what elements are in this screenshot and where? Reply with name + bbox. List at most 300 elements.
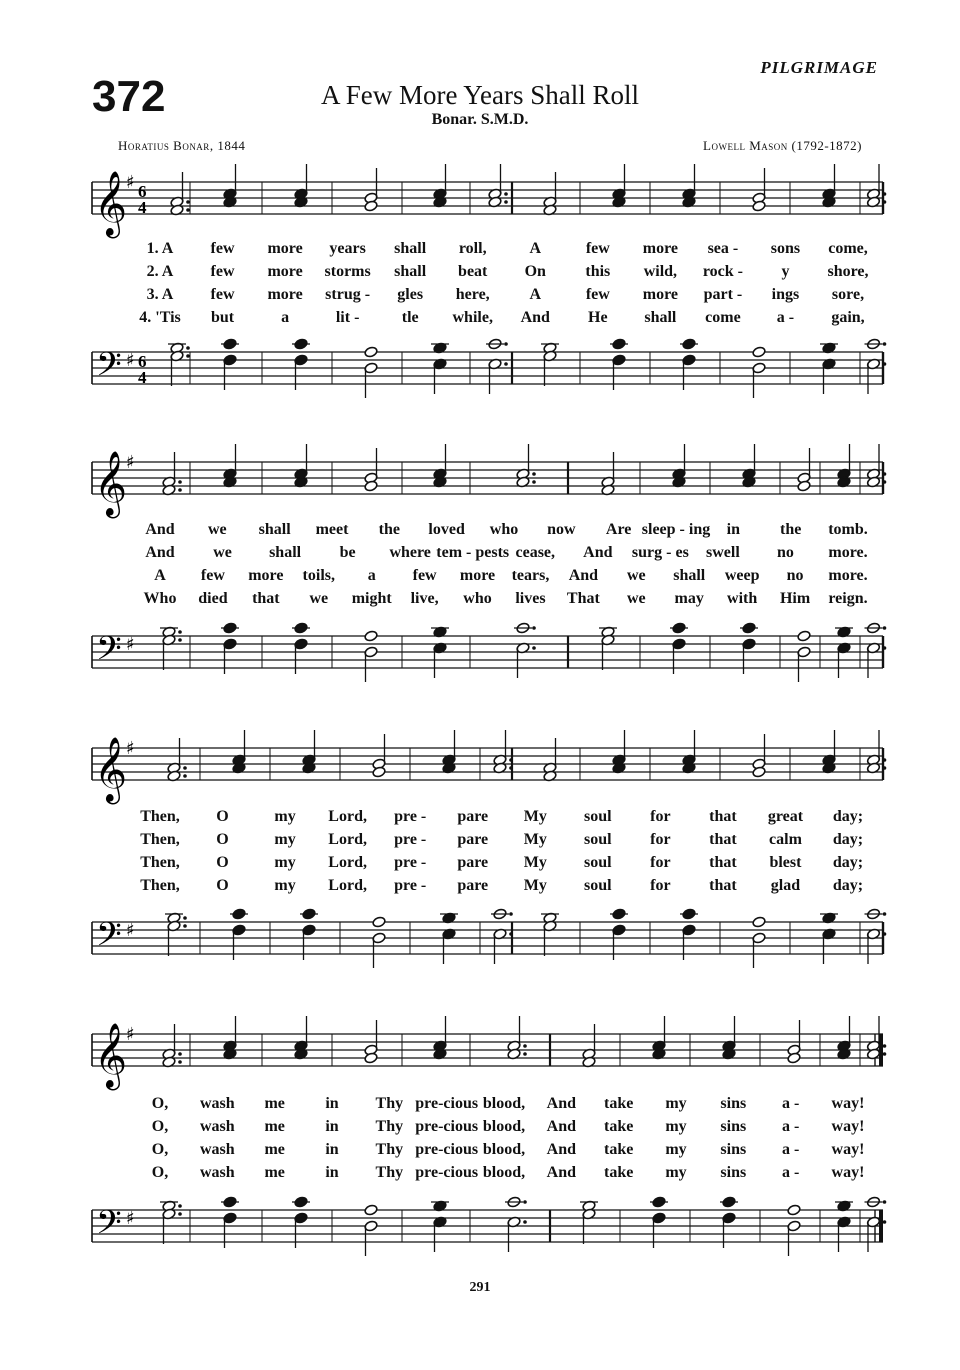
lyric-word: more xyxy=(267,286,303,303)
time-signature-top: 6 xyxy=(138,182,147,201)
lyric-word: My xyxy=(523,808,547,825)
lyric-line xyxy=(0,854,960,876)
lyric-word: come, xyxy=(828,240,868,257)
note-dot xyxy=(509,758,513,762)
note-dot xyxy=(178,488,182,492)
lyric-word: O xyxy=(216,877,229,894)
key-sharp-icon: ♯ xyxy=(126,738,135,759)
lyric-word: wash xyxy=(199,1164,235,1181)
note-dot xyxy=(183,774,187,778)
lyric-word: shall xyxy=(673,567,706,584)
page-number: 291 xyxy=(469,1280,491,1295)
lyric-word: pare xyxy=(457,854,489,871)
lyric-word: sins xyxy=(720,1118,747,1135)
lyric-word: a - xyxy=(781,1118,800,1135)
lyric-word: glad xyxy=(770,877,801,894)
lyric-word: gles xyxy=(397,286,424,303)
lyric-word: soul xyxy=(584,808,612,825)
lyric-word: shall xyxy=(258,521,291,538)
lyric-word: this xyxy=(585,263,611,280)
lyric-word: a - xyxy=(781,1164,800,1181)
lyric-word: we xyxy=(208,521,227,538)
note-dot xyxy=(883,480,887,484)
lyric-word: we xyxy=(626,567,646,584)
lyric-word: more. xyxy=(828,544,868,561)
lyric-word: day; xyxy=(832,854,864,871)
lyric-word: loved xyxy=(428,521,465,538)
treble-clef-icon: 𝄞 xyxy=(94,451,128,516)
lyric-word: who xyxy=(489,521,519,538)
lyric-word: beat xyxy=(458,263,488,280)
lyric-word: pare xyxy=(457,831,489,848)
lyric-word: soul xyxy=(584,877,612,894)
bass-note xyxy=(364,1204,378,1216)
lyric-word: that xyxy=(252,590,280,607)
lyric-word: My xyxy=(523,831,547,848)
lyric-word: Lord, xyxy=(328,808,367,825)
bass-note xyxy=(752,346,766,358)
lyric-word: lit - xyxy=(335,309,360,326)
lyric-word: me xyxy=(264,1118,285,1135)
note-dot xyxy=(883,192,887,196)
lyric-word: pre-cious xyxy=(415,1164,479,1181)
lyric-word: shall xyxy=(394,263,427,280)
lyric-word: for xyxy=(650,877,671,894)
lyric-word: soul xyxy=(584,831,612,848)
author-credit: Horatius Bonar, 1844 xyxy=(118,138,246,153)
lyric-word: sleep - ing xyxy=(641,521,711,538)
lyric-line xyxy=(0,808,960,830)
note-dot xyxy=(178,1060,182,1064)
lyric-word: Then, xyxy=(140,808,180,825)
hymn-title: A Few More Years Shall Roll xyxy=(320,80,639,110)
lyric-word: blest xyxy=(769,854,802,871)
note-dot xyxy=(186,346,190,350)
lyric-word: O, xyxy=(151,1118,169,1135)
bass-note xyxy=(752,916,766,928)
lyric-word: my xyxy=(665,1164,687,1181)
lyric-word: live, xyxy=(410,590,439,607)
note-dot xyxy=(883,342,887,346)
lyric-line xyxy=(0,1141,960,1163)
lyric-word: with xyxy=(727,590,758,607)
lyric-word: few xyxy=(210,286,235,303)
lyric-word: tears, xyxy=(511,567,550,584)
lyric-word: my xyxy=(274,854,296,871)
lyric-line xyxy=(0,831,960,853)
lyric-word: few xyxy=(210,240,235,257)
key-sharp-icon: ♯ xyxy=(126,350,135,371)
lyric-word: way! xyxy=(831,1118,865,1135)
lyric-word: here, xyxy=(455,286,490,303)
note-dot xyxy=(178,1212,182,1216)
lyric-word: more xyxy=(459,567,496,584)
note-dot xyxy=(183,766,187,770)
lyric-word: And xyxy=(546,1095,577,1112)
lyric-word: my xyxy=(665,1118,687,1135)
note-dot xyxy=(532,646,536,650)
lyric-word: way! xyxy=(831,1095,865,1112)
lyric-line xyxy=(0,1118,960,1140)
key-sharp-icon: ♯ xyxy=(126,1024,135,1045)
lyric-word: Thy xyxy=(375,1141,404,1158)
lyric-word: died xyxy=(198,590,228,607)
bass-note xyxy=(364,346,378,358)
lyric-word: be xyxy=(339,544,356,561)
note-dot xyxy=(504,342,508,346)
lyric-line xyxy=(0,590,960,612)
lyric-word: few xyxy=(585,240,610,257)
lyric-word: 2. A xyxy=(146,263,174,280)
lyric-word: my xyxy=(274,831,296,848)
lyric-word: pare xyxy=(457,877,489,894)
composer-credit: Lowell Mason (1792-1872) xyxy=(703,138,862,153)
time-signature-top: 6 xyxy=(138,352,147,371)
lyric-word: sore, xyxy=(831,286,865,303)
lyric-word: few xyxy=(200,567,225,584)
lyric-word: Thy xyxy=(375,1164,404,1181)
lyric-word: Lord, xyxy=(328,877,367,894)
lyric-word: toils, xyxy=(302,567,335,584)
lyric-word: me xyxy=(264,1141,285,1158)
lyric-word: tem - pests xyxy=(436,544,510,561)
lyric-word: that xyxy=(709,831,737,848)
lyric-word: calm xyxy=(769,831,802,848)
note-dot xyxy=(883,766,887,770)
note-dot xyxy=(883,646,887,650)
lyric-word: And xyxy=(145,544,175,561)
lyric-word: few xyxy=(412,567,437,584)
lyric-word: wash xyxy=(199,1141,235,1158)
lyric-word: And xyxy=(546,1141,577,1158)
bass-clef-icon: 𝄢 xyxy=(96,346,122,392)
lyric-word: no xyxy=(777,544,794,561)
treble-clef-icon: 𝄞 xyxy=(94,171,128,236)
lyric-word: more xyxy=(642,240,678,257)
note-dot xyxy=(504,362,508,366)
note-dot xyxy=(883,1052,887,1056)
key-sharp-icon: ♯ xyxy=(126,172,135,193)
tune-name: Bonar. S.M.D. xyxy=(431,111,529,128)
note-dot xyxy=(883,626,887,630)
lyric-word: And xyxy=(546,1118,577,1135)
lyric-word: the xyxy=(378,521,400,538)
lyric-word: in xyxy=(325,1164,339,1181)
lyric-word: may xyxy=(674,590,704,607)
note-dot xyxy=(883,932,887,936)
lyric-word: me xyxy=(264,1095,285,1112)
lyric-word: Thy xyxy=(375,1118,404,1135)
lyric-word: Lord, xyxy=(328,831,367,848)
lyric-word: wash xyxy=(199,1118,235,1135)
lyric-word: for xyxy=(650,831,671,848)
lyric-word: And xyxy=(546,1164,577,1181)
lyric-word: my xyxy=(274,808,296,825)
note-dot xyxy=(523,1200,527,1204)
lyric-word: On xyxy=(524,263,546,280)
lyric-word: more xyxy=(642,286,678,303)
note-dot xyxy=(883,200,887,204)
lyric-word: reign. xyxy=(828,590,868,607)
lyric-word: And xyxy=(583,544,613,561)
category-label: PILGRIMAGE xyxy=(760,58,878,77)
lyric-word: 1. A xyxy=(146,240,174,257)
lyric-word: y xyxy=(781,263,790,280)
lyric-word: for xyxy=(650,854,671,871)
lyric-line xyxy=(0,521,960,543)
lyric-word: pre - xyxy=(394,831,427,848)
lyric-word: Who xyxy=(143,590,177,607)
lyric-word: take xyxy=(603,1141,634,1158)
lyric-word: roll, xyxy=(458,240,487,257)
lyric-word: Thy xyxy=(375,1095,404,1112)
lyric-word: sea - xyxy=(707,240,739,257)
lyric-word: My xyxy=(523,854,547,871)
lyric-word: And xyxy=(145,521,175,538)
key-sharp-icon: ♯ xyxy=(126,920,135,941)
lyric-word: me xyxy=(264,1164,285,1181)
lyric-word: the xyxy=(779,521,802,538)
lyric-word: O, xyxy=(151,1164,169,1181)
note-dot xyxy=(523,1052,527,1056)
note-dot xyxy=(504,200,508,204)
lyric-word: A xyxy=(154,567,166,584)
lyric-word: O xyxy=(216,854,229,871)
lyric-word: O xyxy=(216,808,229,825)
lyric-word: more xyxy=(267,240,303,257)
lyric-word: in xyxy=(726,521,740,538)
note-dot xyxy=(186,200,190,204)
lyric-word: day; xyxy=(832,808,864,825)
note-dot xyxy=(178,1204,182,1208)
lyric-word: Then, xyxy=(140,854,180,871)
lyric-word: pre-cious xyxy=(415,1095,479,1112)
lyric-word: in xyxy=(325,1118,339,1135)
lyric-word: ings xyxy=(771,286,800,303)
note-dot xyxy=(178,1052,182,1056)
note-dot xyxy=(509,912,513,916)
lyric-word: where xyxy=(389,544,431,561)
lyric-word: And xyxy=(520,309,550,326)
lyric-word: wash xyxy=(199,1095,235,1112)
note-dot xyxy=(532,626,536,630)
lyric-line xyxy=(0,1164,960,1186)
lyric-word: years xyxy=(329,240,366,257)
lyric-word: blood, xyxy=(482,1164,526,1181)
lyric-line xyxy=(0,286,960,308)
lyric-word: storms xyxy=(324,263,371,280)
lyric-word: a - xyxy=(781,1095,800,1112)
note-dot xyxy=(509,766,513,770)
lyric-word: take xyxy=(603,1164,634,1181)
lyric-word: day; xyxy=(832,877,864,894)
lyric-word: my xyxy=(274,877,296,894)
lyric-word: we xyxy=(626,590,646,607)
note-dot xyxy=(883,758,887,762)
lyric-word: That xyxy=(566,590,600,607)
note-dot xyxy=(532,480,536,484)
lyric-word: surg - es xyxy=(631,544,689,561)
note-dot xyxy=(523,1044,527,1048)
lyric-word: pre - xyxy=(394,808,427,825)
note-dot xyxy=(509,932,513,936)
note-dot xyxy=(883,1044,887,1048)
lyric-word: for xyxy=(650,808,671,825)
lyric-word: a - xyxy=(776,309,795,326)
lyric-word: A xyxy=(529,286,542,303)
lyric-word: 4. 'Tis xyxy=(139,309,181,326)
note-dot xyxy=(183,924,187,928)
lyric-word: few xyxy=(585,286,610,303)
lyric-word: more xyxy=(267,263,303,280)
lyric-word: blood, xyxy=(482,1095,526,1112)
lyric-word: that xyxy=(709,877,737,894)
note-dot xyxy=(186,354,190,358)
lyric-word: few xyxy=(210,263,235,280)
lyric-word: gain, xyxy=(831,309,865,326)
bass-note xyxy=(797,630,811,642)
lyric-word: blood, xyxy=(482,1141,526,1158)
lyric-word: might xyxy=(351,590,392,607)
lyric-word: but xyxy=(210,309,235,326)
lyric-word: shore, xyxy=(827,263,869,280)
treble-clef-icon: 𝄞 xyxy=(94,737,128,802)
lyric-word: take xyxy=(603,1118,634,1135)
bass-note xyxy=(364,630,378,642)
lyric-word: He xyxy=(588,309,608,326)
lyric-word: swell xyxy=(706,544,740,561)
lyric-word: no xyxy=(786,567,804,584)
note-dot xyxy=(523,1220,527,1224)
lyric-word: great xyxy=(767,808,804,825)
key-sharp-icon: ♯ xyxy=(126,1208,135,1229)
lyric-word: meet xyxy=(315,521,349,538)
lyric-word: pre - xyxy=(394,877,427,894)
lyric-word: rock - xyxy=(702,263,743,280)
lyric-line xyxy=(0,309,960,331)
lyric-word: shall xyxy=(394,240,427,257)
lyric-word: come xyxy=(705,309,741,326)
lyric-line xyxy=(0,877,960,899)
lyric-word: we xyxy=(213,544,232,561)
note-dot xyxy=(178,480,182,484)
note-dot xyxy=(883,472,887,476)
lyric-word: shall xyxy=(644,309,677,326)
bass-clef-icon: 𝄢 xyxy=(96,916,122,962)
lyric-word: way! xyxy=(831,1141,865,1158)
key-sharp-icon: ♯ xyxy=(126,452,135,473)
lyric-word: O xyxy=(216,831,229,848)
lyric-word: 3. A xyxy=(146,286,174,303)
lyric-word: wild, xyxy=(643,263,678,280)
note-dot xyxy=(883,1200,887,1204)
lyric-word: pre-cious xyxy=(415,1141,479,1158)
lyric-word: shall xyxy=(269,544,302,561)
lyric-word: sins xyxy=(720,1095,747,1112)
lyric-word: O, xyxy=(151,1095,169,1112)
lyric-word: day; xyxy=(832,831,864,848)
note-dot xyxy=(186,208,190,212)
lyric-word: pre-cious xyxy=(415,1118,479,1135)
note-dot xyxy=(504,192,508,196)
lyric-word: in xyxy=(325,1095,339,1112)
lyric-word: more xyxy=(248,567,284,584)
lyric-word: who xyxy=(463,590,492,607)
note-dot xyxy=(883,912,887,916)
lyric-word: lives xyxy=(515,590,546,607)
lyric-word: a xyxy=(281,309,290,326)
bass-clef-icon: 𝄢 xyxy=(96,1204,122,1250)
lyric-word: soul xyxy=(584,854,612,871)
lyric-word: a - xyxy=(781,1141,800,1158)
lyric-line xyxy=(0,544,960,566)
lyric-word: sins xyxy=(720,1164,747,1181)
lyric-word: that xyxy=(709,854,737,871)
lyric-word: Lord, xyxy=(328,854,367,871)
bass-note xyxy=(372,916,386,928)
lyric-word: take xyxy=(603,1095,634,1112)
lyric-word: Him xyxy=(779,590,811,607)
bass-note xyxy=(787,1204,801,1216)
lyric-word: in xyxy=(325,1141,339,1158)
lyric-word: tomb. xyxy=(828,521,868,538)
note-dot xyxy=(532,472,536,476)
lyric-word: Then, xyxy=(140,877,180,894)
lyric-word: that xyxy=(709,808,737,825)
lyric-word: A xyxy=(529,240,542,257)
note-dot xyxy=(883,362,887,366)
lyric-word: my xyxy=(665,1141,687,1158)
lyric-word: My xyxy=(523,877,547,894)
lyric-word: blood, xyxy=(482,1118,526,1135)
lyric-word: Then, xyxy=(140,831,180,848)
lyric-line xyxy=(0,567,960,589)
lyric-word: sons xyxy=(770,240,801,257)
lyric-line xyxy=(0,263,960,285)
lyric-word: my xyxy=(665,1095,687,1112)
lyric-word: weep xyxy=(724,567,760,584)
lyric-word: tle xyxy=(401,309,419,326)
treble-clef-icon: 𝄞 xyxy=(94,1023,128,1088)
lyric-word: strug - xyxy=(325,286,371,303)
lyric-word: sins xyxy=(720,1141,747,1158)
hymn-number: 372 xyxy=(92,72,166,121)
lyric-word: pre - xyxy=(394,854,427,871)
lyric-line xyxy=(0,240,960,262)
lyric-word: while, xyxy=(452,309,493,326)
lyric-word: way! xyxy=(831,1164,865,1181)
bass-clef-icon: 𝄢 xyxy=(96,630,122,676)
lyric-word: part - xyxy=(703,286,743,303)
lyric-word: we xyxy=(309,590,329,607)
time-signature-bottom: 4 xyxy=(138,368,147,387)
lyric-word: a xyxy=(367,567,376,584)
lyric-word: And xyxy=(568,567,599,584)
time-signature-bottom: 4 xyxy=(138,198,147,217)
note-dot xyxy=(178,630,182,634)
lyric-line xyxy=(0,1095,960,1117)
note-dot xyxy=(178,638,182,642)
lyric-word: more. xyxy=(828,567,868,584)
key-sharp-icon: ♯ xyxy=(126,634,135,655)
lyric-word: now xyxy=(547,521,576,538)
lyric-word: O, xyxy=(151,1141,169,1158)
lyric-word: Are xyxy=(605,521,632,538)
note-dot xyxy=(883,1220,887,1224)
lyric-word: cease, xyxy=(515,544,556,561)
lyric-word: pare xyxy=(457,808,489,825)
note-dot xyxy=(183,916,187,920)
